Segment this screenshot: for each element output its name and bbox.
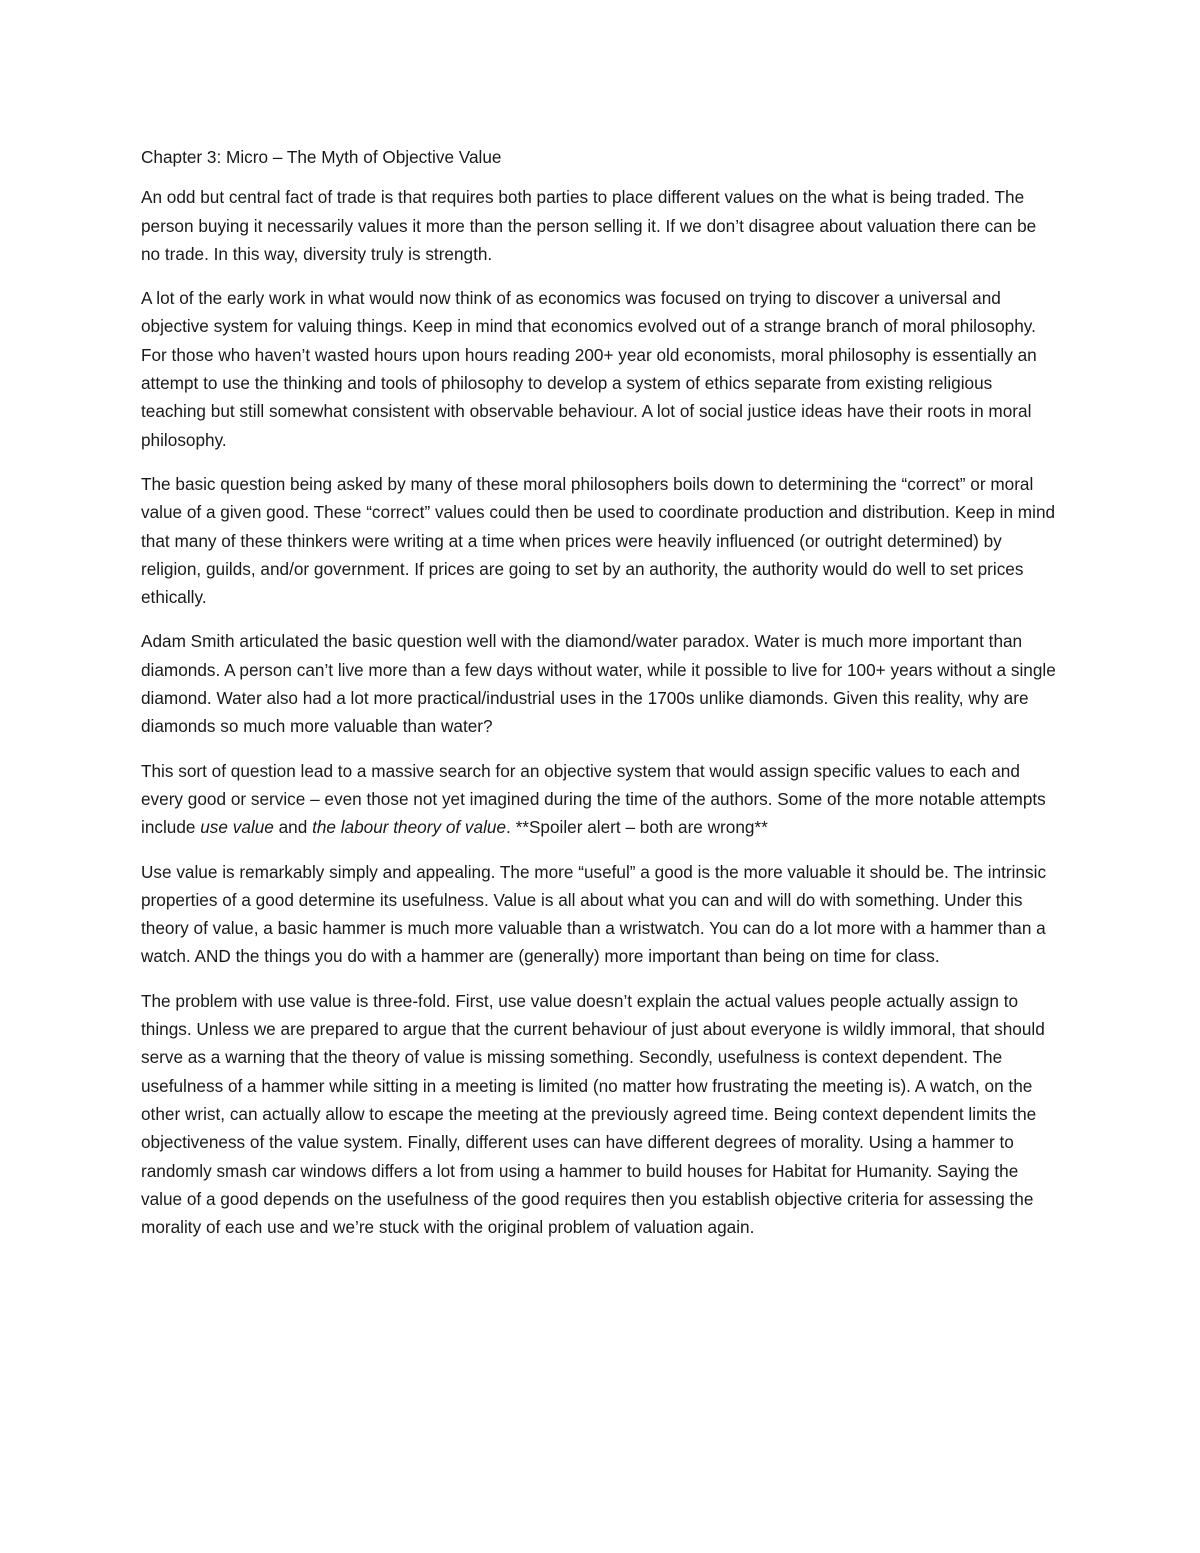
- paragraph-use-value-problems: The problem with use value is three-fold. First, use value doesn’t explain the actual values people actually assign to things. Unless we are prepared to argue that the current behaviour of just about everyone is wildly immoral, that should serve as a warning that the theory of value is missing something. Secondly, usefulness is context dependent. The usefulness of a hammer while sitting in a meeting is limited (no matter how frustrating the meeting is). A watch, on the other wrist, can actually allow to escape the meeting at the previously agreed time. Being context dependent limits the objectiveness of the value system. Finally, different uses can have different degrees of morality. Using a hammer to randomly smash car windows differs a lot from using a hammer to build houses for Habitat for Humanity. Saying the value of a good depends on the usefulness of the good requires then you establish objective criteria for assessing the morality of each use and we’re stuck with the original problem of valuation again.: [141, 990, 1045, 1238]
- document-page: [141, 143, 1059, 1257]
- paragraph-objective-system: [141, 757, 1059, 842]
- paragraph-objective-system-text-c: . **Spoiler alert – both are wrong**: [506, 817, 768, 838]
- paragraph-objective-system-text-a: This sort of question lead to a massive search for an objective system that would assign specific values to each and every good or service – even those not yet imagined during the time of the authors. Some of the more notable attempts include: [141, 760, 1046, 838]
- paragraph-use-value: Use value is remarkably simply and appealing. The more “useful” a good is the more valuable it should be. The intrinsic properties of a good determine its usefulness. Value is all about what you can and will do with something. Under this theory of value, a basic hammer is much more valuable than a wristwatch. You can do a lot more with a hammer than a watch. AND the things you do with a hammer are (generally) more important than being on time for class.: [141, 861, 1047, 967]
- paragraph-diamond-water-paradox: Adam Smith articulated the basic question well with the diamond/water paradox. Water is much more important than diamonds. A person can’t live more than a few days without water, while it possible to live for 100+ years without a single diamond. Water also had a lot more practical/industrial uses in the 1700s unlike diamonds. Given this reality, why are diamonds so much more valuable than water?: [141, 631, 1056, 737]
- term-labour-theory-of-value: the labour theory of value: [312, 817, 507, 838]
- paragraph-moral-philosophy: A lot of the early work in what would now think of as economics was focused on trying to discover a universal and objective system for valuing things. Keep in mind that economics evolved out of a strange branch of moral philosophy. For those who haven’t wasted hours upon hours reading 200+ year old economists, moral philosophy is essentially an attempt to use the thinking and tools of philosophy to develop a system of ethics separate from existing religious teaching but still somewhat consistent with observable behaviour. A lot of social justice ideas have their roots in moral philosophy.: [141, 288, 1037, 450]
- chapter-title: Chapter 3: Micro – The Myth of Objective Value: [141, 147, 502, 167]
- paragraph-trade-values: An odd but central fact of trade is that requires both parties to place different values on the what is being traded. The person buying it necessarily values it more than the person selling it. If we don’t disagree about valuation there can be no trade. In this way, diversity truly is strength.: [141, 187, 1037, 264]
- paragraph-objective-system-text-b: and: [273, 817, 313, 838]
- term-use-value: use value: [200, 817, 274, 838]
- paragraph-correct-value: The basic question being asked by many of these moral philosophers boils down to determining the “correct” or moral value of a given good. These “correct” values could then be used to coordinate production and distribution. Keep in mind that many of these thinkers were writing at a time when prices were heavily influenced (or outright determined) by religion, guilds, and/or government. If prices are going to set by an authority, the authority would do well to set prices ethically.: [141, 473, 1056, 608]
